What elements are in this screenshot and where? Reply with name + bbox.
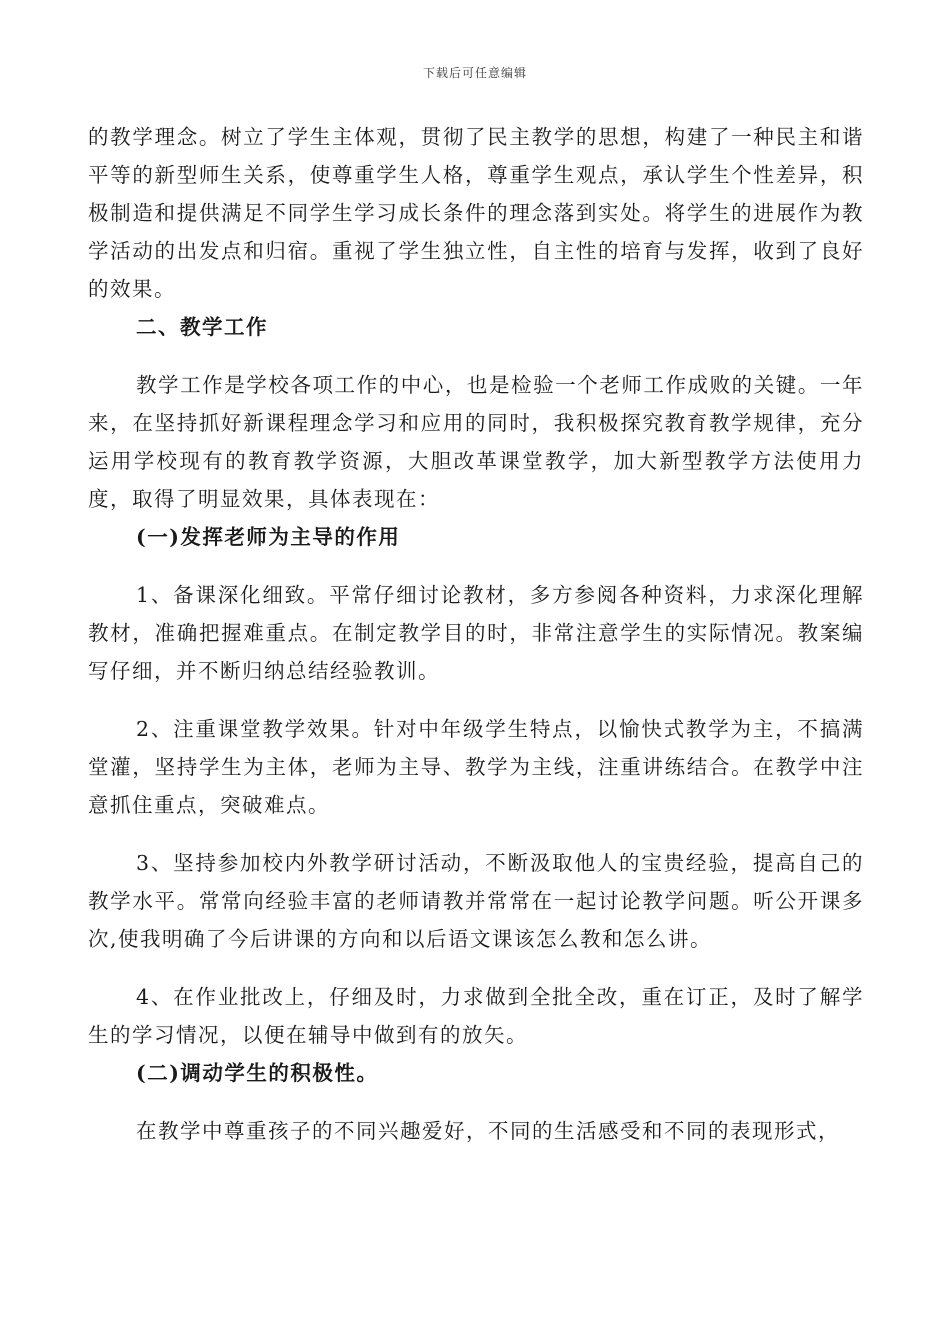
section-heading-teaching-work: 二、教学工作 — [136, 315, 268, 339]
list-item-classroom-effect: 2、注重课堂教学效果。针对中年级学生特点，以愉快式教学为主，不搞满堂灌，坚持学生为主体，老师为主导、教学为主线，注重讲练结合。在教学中注意抓住重点，突破难点。 — [88, 717, 864, 817]
paragraph-teaching-philosophy: 的教学理念。树立了学生主体观，贯彻了民主教学的思想，构建了一种民主和谐平等的新型师生关系，使尊重学生人格，尊重学生观点，承认学生个性差异，积极制造和提供满足不同学生学习成长条件的理念落到实处。将学生的进展作为教学活动的出发点和归宿。重视了学生独立性，自主性的培育与发挥，收到了良好的效果。 — [88, 125, 864, 301]
list-item-lesson-prep: 1、备课深化细致。平常仔细讨论教材，多方参阅各种资料，力求深化理解教材，准确把握难重点。在制定教学目的时，非常注意学生的实际情况。教案编写仔细，并不断归纳总结经验教训。 — [88, 583, 864, 683]
subheading-teacher-guidance: (一)发挥老师为主导的作用 — [136, 525, 401, 549]
list-item-research-activities: 3、坚持参加校内外教学研讨活动，不断汲取他人的宝贵经验，提高自己的教学水平。常常向经验丰富的老师请教并常常在一起讨论教学问题。听公开课多次,使我明确了今后讲课的方向和以后语文课该怎么教和怎么讲。 — [88, 851, 864, 951]
header-note: 下载后可任意编辑 — [422, 66, 527, 80]
list-item-homework-correction: 4、在作业批改上，仔细及时，力求做到全批全改，重在订正，及时了解学生的学习情况，以便在辅导中做到有的放矢。 — [88, 985, 864, 1047]
document-body — [88, 118, 864, 1150]
paragraph-student-interests: 在教学中尊重孩子的不同兴趣爱好，不同的生活感受和不同的表现形式， — [136, 1119, 840, 1143]
subheading-student-motivation: (二)调动学生的积极性。 — [136, 1061, 379, 1085]
paragraph-teaching-work: 教学工作是学校各项工作的中心，也是检验一个老师工作成败的关键。一年来，在坚持抓好新课程理念学习和应用的同时，我积极探究教育教学规律，充分运用学校现有的教育教学资源，大胆改革课堂教学，加大新型教学方法使用力度，取得了明显效果，具体表现在： — [88, 373, 864, 511]
